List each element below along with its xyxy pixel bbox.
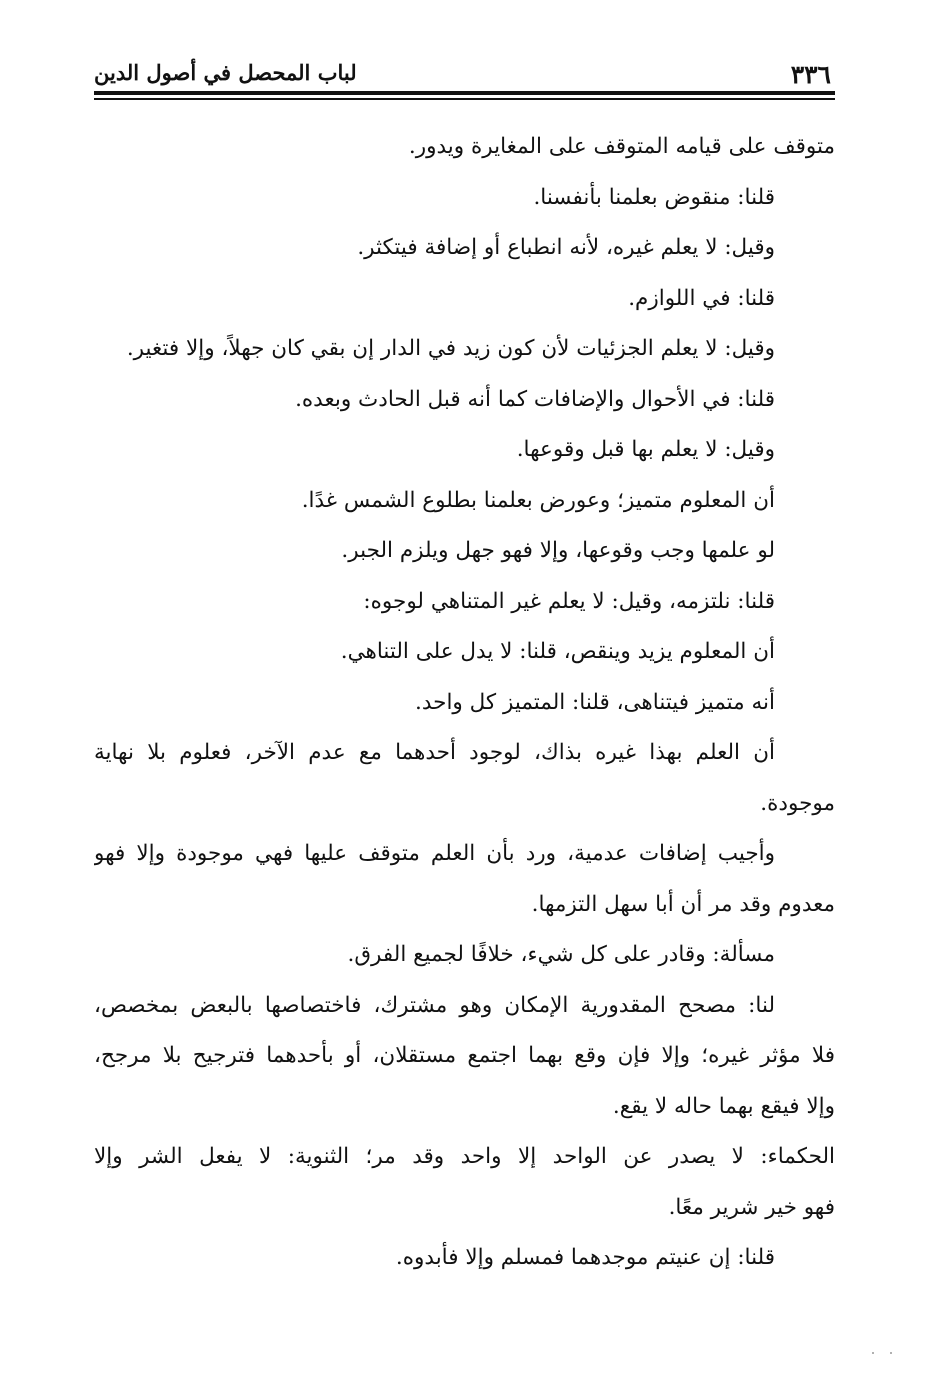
text-line: مسألة: وقادر على كل شيء، خلافًا لجميع الفرق. <box>347 942 775 967</box>
text-line: وقيل: لا يعلم بها قبل وقوعها. <box>516 437 775 462</box>
page-number: ٣٣٦ <box>790 60 831 89</box>
text-line: لنا: مصحح المقدورية الإمكان وهو مشترك، فاختصاصها بالبعض بمخصص، <box>94 992 775 1018</box>
text-line: فهو خير شرير معًا. <box>668 1194 835 1220</box>
text-line: موجودة. <box>760 790 835 816</box>
text-line: قلنا: في اللوازم. <box>628 285 775 311</box>
text-line: وقيل: لا يعلم الجزئيات لأن كون زيد في الدار إن بقي كان جهلاً، وإلا فتغير. <box>126 336 775 361</box>
text-line: معدوم وقد مر أن أبا سهل التزمها. <box>531 891 835 917</box>
text-line: أن المعلوم يزيد وينقص، قلنا: لا يدل على التناهي. <box>340 639 775 664</box>
text-line: وأجيب إضافات عدمية، ورد بأن العلم متوقف عليها فهي موجودة وإلا فهو <box>94 841 775 866</box>
text-line: أن المعلوم متميز؛ وعورض بعلمنا بطلوع الشمس غدًا. <box>301 487 775 513</box>
header-rule-thick <box>94 91 835 95</box>
text-line: فلا مؤثر غيره؛ وإلا فإن وقع بهما اجتمع مستقلان، أو بأحدهما فترجيح بلا مرجح، <box>94 1043 835 1068</box>
header-rule-thin <box>94 98 835 100</box>
text-line: قلنا: في الأحوال والإضافات كما أنه قبل الحادث وبعده. <box>295 386 775 412</box>
text-line: قلنا: إن عنيتم موجدهما فمسلم وإلا فأبدوه. <box>395 1245 775 1270</box>
text-line: أنه متميز فيتناهى، قلنا: المتميز كل واحد. <box>415 689 775 715</box>
text-line: الحكماء: لا يصدر عن الواحد إلا واحد وقد مر؛ الثنوية: لا يفعل الشر وإلا <box>94 1144 835 1169</box>
text-line: وإلا فيقع بهما حاله لا يقع. <box>612 1093 835 1119</box>
text-line: وقيل: لا يعلم غيره، لأنه انطباع أو إضافة فيتكثر. <box>357 235 775 260</box>
text-line: لو علمها وجب وقوعها، وإلا فهو جهل ويلزم الجبر. <box>341 538 775 563</box>
text-line: أن العلم بهذا غيره بذاك، لوجود أحدهما مع عدم الآخر، فعلوم بلا نهاية <box>94 740 775 765</box>
text-line: قلنا: منقوض بعلمنا بأنفسنا. <box>533 184 775 210</box>
scan-specks <box>870 1350 910 1356</box>
text-line: متوقف على قيامه المتوقف على المغايرة ويدور. <box>408 134 835 159</box>
text-line: قلنا: نلتزمه، وقيل: لا يعلم غير المتناهي لوجوه: <box>363 588 775 614</box>
book-title: لباب المحصل في أصول الدين <box>94 60 357 85</box>
body-text <box>94 122 835 1284</box>
